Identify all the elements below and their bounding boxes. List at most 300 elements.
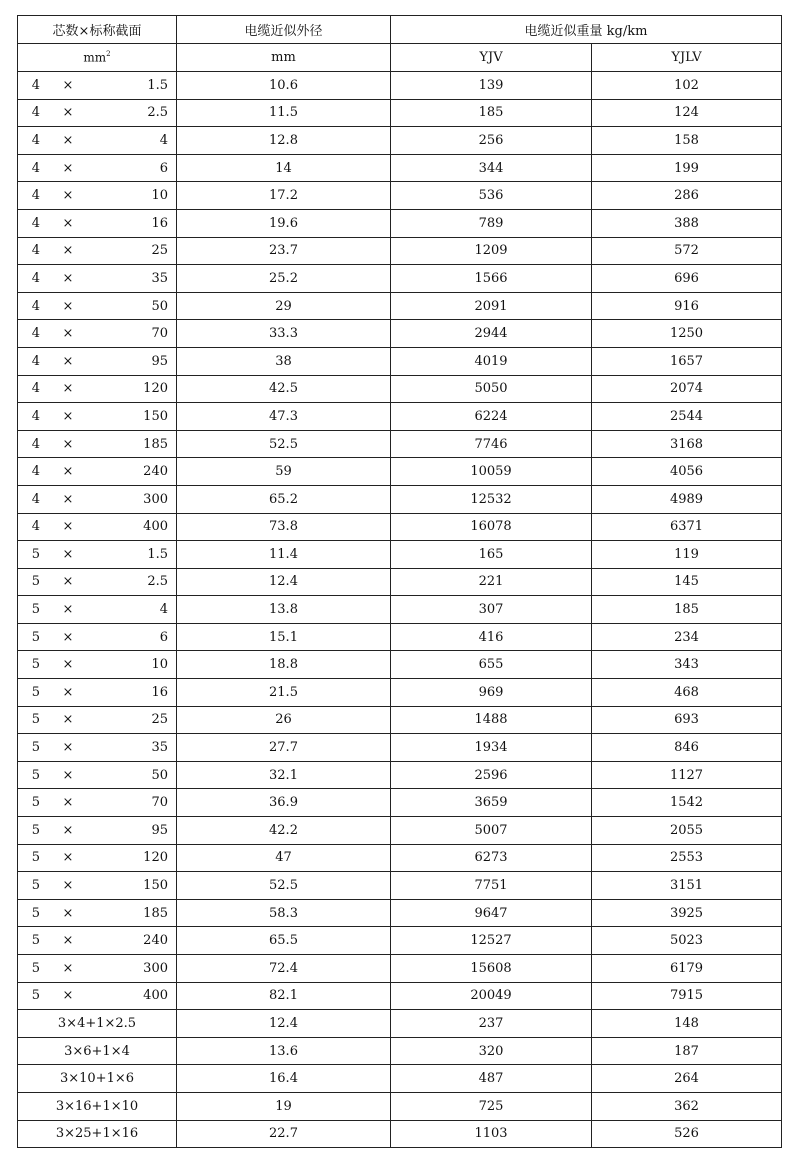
times-sign: × <box>62 491 74 507</box>
table-body <box>18 72 782 1148</box>
cell-outer-diameter: 42.5 <box>177 375 391 403</box>
cores-count: 4 <box>31 381 40 397</box>
cell-core-section <box>18 375 177 403</box>
cell-weight-yjv: 1566 <box>391 265 592 293</box>
cell-outer-diameter: 23.7 <box>177 237 391 265</box>
section-area: 240 <box>143 464 168 480</box>
cell-weight-yjlv: 693 <box>592 706 782 734</box>
core-section-spec <box>18 486 176 513</box>
times-sign: × <box>62 712 74 728</box>
times-sign: × <box>62 353 74 369</box>
times-sign: × <box>62 988 74 1004</box>
cell-weight-yjv: 1209 <box>391 237 592 265</box>
cell-outer-diameter: 18.8 <box>177 651 391 679</box>
core-section-spec <box>18 845 176 872</box>
section-area: 400 <box>143 519 168 535</box>
times-sign: × <box>62 740 74 756</box>
times-sign: × <box>62 657 74 673</box>
section-area: 35 <box>151 270 168 286</box>
cores-count: 5 <box>31 712 40 728</box>
cell-core-section <box>18 927 177 955</box>
core-section-spec <box>18 872 176 899</box>
cell-weight-yjv: 6224 <box>391 403 592 431</box>
section-area: 400 <box>143 988 168 1004</box>
cores-count: 4 <box>31 132 40 148</box>
core-section-spec <box>18 707 176 734</box>
times-sign: × <box>62 767 74 783</box>
section-area: 6 <box>159 160 168 176</box>
table-row <box>18 403 782 431</box>
times-sign: × <box>62 243 74 259</box>
cell-core-section <box>18 955 177 983</box>
table-row <box>18 458 782 486</box>
cell-core-section <box>18 651 177 679</box>
cell-outer-diameter: 19.6 <box>177 209 391 237</box>
header-yjv: YJV <box>391 44 592 72</box>
cell-weight-yjv: 969 <box>391 679 592 707</box>
cell-weight-yjlv: 2074 <box>592 375 782 403</box>
core-section-spec <box>18 127 176 154</box>
table-row <box>18 789 782 817</box>
cell-weight-yjv: 307 <box>391 596 592 624</box>
cell-weight-yjlv: 5023 <box>592 927 782 955</box>
cell-outer-diameter: 13.8 <box>177 596 391 624</box>
cell-weight-yjlv: 572 <box>592 237 782 265</box>
table-row <box>18 651 782 679</box>
cell-weight-yjv: 789 <box>391 209 592 237</box>
cell-core-section: 3×4+1×2.5 <box>18 1010 177 1038</box>
section-area: 10 <box>151 657 168 673</box>
core-section-spec <box>18 431 176 458</box>
table-row <box>18 982 782 1010</box>
cores-count: 5 <box>31 933 40 949</box>
cell-weight-yjv: 2596 <box>391 761 592 789</box>
table-row <box>18 623 782 651</box>
cell-weight-yjv: 536 <box>391 182 592 210</box>
times-sign: × <box>62 132 74 148</box>
core-section-spec <box>18 596 176 623</box>
core-section-spec <box>18 514 176 541</box>
cell-outer-diameter: 14 <box>177 154 391 182</box>
section-area: 35 <box>151 740 168 756</box>
section-area: 150 <box>143 878 168 894</box>
core-section-spec <box>18 458 176 485</box>
cell-outer-diameter: 52.5 <box>177 430 391 458</box>
cores-count: 4 <box>31 298 40 314</box>
section-area: 50 <box>151 298 168 314</box>
table-row <box>18 72 782 100</box>
times-sign: × <box>62 105 74 121</box>
cell-weight-yjlv: 234 <box>592 623 782 651</box>
section-area: 120 <box>143 381 168 397</box>
cell-core-section <box>18 320 177 348</box>
cell-core-section <box>18 982 177 1010</box>
core-section-spec <box>18 927 176 954</box>
table-row <box>18 761 782 789</box>
table-row <box>18 541 782 569</box>
table-row <box>18 375 782 403</box>
section-area: 300 <box>143 960 168 976</box>
cell-weight-yjv: 10059 <box>391 458 592 486</box>
cell-core-section <box>18 872 177 900</box>
cell-weight-yjv: 487 <box>391 1065 592 1093</box>
table-row <box>18 237 782 265</box>
table-row <box>18 899 782 927</box>
times-sign: × <box>62 215 74 231</box>
table-row <box>18 182 782 210</box>
cell-weight-yjlv: 124 <box>592 99 782 127</box>
cell-core-section <box>18 237 177 265</box>
cell-weight-yjv: 1103 <box>391 1120 592 1148</box>
section-area: 4 <box>159 602 168 618</box>
cell-weight-yjlv: 264 <box>592 1065 782 1093</box>
cell-weight-yjlv: 388 <box>592 209 782 237</box>
cell-weight-yjlv: 4056 <box>592 458 782 486</box>
cell-outer-diameter: 72.4 <box>177 955 391 983</box>
cell-weight-yjv: 2944 <box>391 320 592 348</box>
cores-count: 4 <box>31 215 40 231</box>
cell-weight-yjlv: 1657 <box>592 347 782 375</box>
core-section-spec <box>18 210 176 237</box>
cell-core-section <box>18 706 177 734</box>
cell-weight-yjv: 237 <box>391 1010 592 1038</box>
cell-core-section <box>18 347 177 375</box>
table-row <box>18 596 782 624</box>
cell-weight-yjlv: 468 <box>592 679 782 707</box>
cell-weight-yjlv: 6179 <box>592 955 782 983</box>
cell-weight-yjv: 416 <box>391 623 592 651</box>
section-area: 185 <box>143 436 168 452</box>
cell-core-section <box>18 403 177 431</box>
cell-weight-yjv: 2091 <box>391 292 592 320</box>
times-sign: × <box>62 160 74 176</box>
cell-core-section: 3×16+1×10 <box>18 1092 177 1120</box>
cell-core-section: 3×6+1×4 <box>18 1037 177 1065</box>
cell-core-section: 3×25+1×16 <box>18 1120 177 1148</box>
header-weight: 电缆近似重量 kg/km <box>391 16 782 44</box>
cell-weight-yjlv: 2055 <box>592 817 782 845</box>
cores-count: 5 <box>31 602 40 618</box>
cell-weight-yjlv: 4989 <box>592 485 782 513</box>
cores-count: 4 <box>31 353 40 369</box>
times-sign: × <box>62 960 74 976</box>
times-sign: × <box>62 602 74 618</box>
cores-count: 5 <box>31 850 40 866</box>
section-area: 2.5 <box>147 574 168 590</box>
cell-outer-diameter: 33.3 <box>177 320 391 348</box>
header-outer-diameter: 电缆近似外径 <box>177 16 391 44</box>
cell-weight-yjv: 185 <box>391 99 592 127</box>
cell-core-section <box>18 899 177 927</box>
core-section-spec <box>18 320 176 347</box>
core-section-spec <box>18 817 176 844</box>
cell-weight-yjlv: 696 <box>592 265 782 293</box>
cell-core-section <box>18 265 177 293</box>
cell-weight-yjv: 9647 <box>391 899 592 927</box>
cell-core-section <box>18 679 177 707</box>
cell-weight-yjv: 7751 <box>391 872 592 900</box>
cell-core-section <box>18 127 177 155</box>
times-sign: × <box>62 933 74 949</box>
core-section-spec <box>18 293 176 320</box>
section-area: 150 <box>143 408 168 424</box>
times-sign: × <box>62 905 74 921</box>
cell-core-section <box>18 761 177 789</box>
table-row <box>18 513 782 541</box>
section-area: 6 <box>159 629 168 645</box>
table-row <box>18 706 782 734</box>
times-sign: × <box>62 298 74 314</box>
cell-core-section <box>18 154 177 182</box>
table-row <box>18 1010 782 1038</box>
section-area: 95 <box>151 822 168 838</box>
times-sign: × <box>62 795 74 811</box>
table-row <box>18 1037 782 1065</box>
table-row <box>18 817 782 845</box>
section-area: 95 <box>151 353 168 369</box>
core-section-spec <box>18 679 176 706</box>
cell-weight-yjlv: 3151 <box>592 872 782 900</box>
cores-count: 4 <box>31 270 40 286</box>
cores-count: 5 <box>31 905 40 921</box>
core-section-spec <box>18 734 176 761</box>
section-area: 1.5 <box>147 77 168 93</box>
cell-outer-diameter: 12.8 <box>177 127 391 155</box>
table-row <box>18 99 782 127</box>
cell-weight-yjlv: 286 <box>592 182 782 210</box>
section-area: 300 <box>143 491 168 507</box>
section-area: 10 <box>151 188 168 204</box>
cell-core-section <box>18 596 177 624</box>
section-area: 240 <box>143 933 168 949</box>
table-row <box>18 485 782 513</box>
cores-count: 5 <box>31 988 40 1004</box>
cell-outer-diameter: 65.5 <box>177 927 391 955</box>
section-area: 2.5 <box>147 105 168 121</box>
cores-count: 5 <box>31 574 40 590</box>
cell-outer-diameter: 17.2 <box>177 182 391 210</box>
cores-count: 4 <box>31 243 40 259</box>
cell-weight-yjv: 12527 <box>391 927 592 955</box>
cores-count: 4 <box>31 408 40 424</box>
cores-count: 4 <box>31 105 40 121</box>
section-area: 25 <box>151 712 168 728</box>
cell-weight-yjlv: 1250 <box>592 320 782 348</box>
table-row <box>18 292 782 320</box>
section-area: 16 <box>151 684 168 700</box>
times-sign: × <box>62 574 74 590</box>
section-area: 185 <box>143 905 168 921</box>
cell-outer-diameter: 11.4 <box>177 541 391 569</box>
cell-outer-diameter: 32.1 <box>177 761 391 789</box>
cores-count: 4 <box>31 519 40 535</box>
section-area: 70 <box>151 326 168 342</box>
cell-outer-diameter: 22.7 <box>177 1120 391 1148</box>
cell-core-section <box>18 458 177 486</box>
table-row <box>18 1065 782 1093</box>
cell-weight-yjlv: 3168 <box>592 430 782 458</box>
section-area: 50 <box>151 767 168 783</box>
table-row <box>18 1092 782 1120</box>
cell-outer-diameter: 38 <box>177 347 391 375</box>
cell-weight-yjv: 725 <box>391 1092 592 1120</box>
cell-weight-yjv: 256 <box>391 127 592 155</box>
cell-outer-diameter: 11.5 <box>177 99 391 127</box>
table-row <box>18 872 782 900</box>
cell-outer-diameter: 10.6 <box>177 72 391 100</box>
cell-weight-yjlv: 2544 <box>592 403 782 431</box>
core-section-spec <box>18 789 176 816</box>
table-row <box>18 320 782 348</box>
header-core-section-unit <box>18 44 177 72</box>
cell-outer-diameter: 21.5 <box>177 679 391 707</box>
core-section-spec <box>18 541 176 568</box>
cell-outer-diameter: 25.2 <box>177 265 391 293</box>
table-row <box>18 430 782 458</box>
table-row <box>18 679 782 707</box>
times-sign: × <box>62 629 74 645</box>
cell-outer-diameter: 12.4 <box>177 1010 391 1038</box>
core-section-spec <box>18 900 176 927</box>
cell-core-section: 3×10+1×6 <box>18 1065 177 1093</box>
times-sign: × <box>62 381 74 397</box>
core-section-spec <box>18 155 176 182</box>
table-row <box>18 265 782 293</box>
cell-weight-yjv: 3659 <box>391 789 592 817</box>
cell-core-section <box>18 734 177 762</box>
cores-count: 4 <box>31 464 40 480</box>
header-core-section: 芯数×标称截面 <box>18 16 177 44</box>
cores-count: 5 <box>31 767 40 783</box>
cell-core-section <box>18 209 177 237</box>
section-area: 70 <box>151 795 168 811</box>
cell-core-section <box>18 182 177 210</box>
cell-core-section <box>18 485 177 513</box>
cores-count: 5 <box>31 822 40 838</box>
times-sign: × <box>62 188 74 204</box>
cell-weight-yjlv: 145 <box>592 568 782 596</box>
cell-weight-yjlv: 3925 <box>592 899 782 927</box>
cores-count: 5 <box>31 740 40 756</box>
cell-weight-yjlv: 1542 <box>592 789 782 817</box>
cell-outer-diameter: 36.9 <box>177 789 391 817</box>
core-section-spec <box>18 955 176 982</box>
table-row <box>18 955 782 983</box>
table-row <box>18 927 782 955</box>
cell-outer-diameter: 73.8 <box>177 513 391 541</box>
cell-weight-yjv: 1488 <box>391 706 592 734</box>
table-row <box>18 734 782 762</box>
times-sign: × <box>62 822 74 838</box>
times-sign: × <box>62 77 74 93</box>
table-row <box>18 127 782 155</box>
cell-weight-yjv: 165 <box>391 541 592 569</box>
cell-core-section <box>18 789 177 817</box>
cell-weight-yjv: 221 <box>391 568 592 596</box>
cell-outer-diameter: 82.1 <box>177 982 391 1010</box>
cell-core-section <box>18 623 177 651</box>
cell-weight-yjv: 16078 <box>391 513 592 541</box>
core-section-spec <box>18 762 176 789</box>
section-area: 120 <box>143 850 168 866</box>
table-row <box>18 154 782 182</box>
times-sign: × <box>62 326 74 342</box>
cell-weight-yjlv: 343 <box>592 651 782 679</box>
cell-weight-yjv: 6273 <box>391 844 592 872</box>
cell-outer-diameter: 19 <box>177 1092 391 1120</box>
core-section-spec <box>18 238 176 265</box>
cell-weight-yjv: 320 <box>391 1037 592 1065</box>
section-area: 4 <box>159 132 168 148</box>
cell-outer-diameter: 42.2 <box>177 817 391 845</box>
cores-count: 5 <box>31 684 40 700</box>
times-sign: × <box>62 850 74 866</box>
cores-count: 4 <box>31 436 40 452</box>
core-section-spec <box>18 376 176 403</box>
core-section-spec <box>18 182 176 209</box>
times-sign: × <box>62 464 74 480</box>
table-row <box>18 568 782 596</box>
cell-outer-diameter: 47 <box>177 844 391 872</box>
cores-count: 4 <box>31 160 40 176</box>
table-row <box>18 347 782 375</box>
unit-mm2: mm <box>83 50 107 65</box>
times-sign: × <box>62 878 74 894</box>
cell-weight-yjlv: 199 <box>592 154 782 182</box>
section-area: 25 <box>151 243 168 259</box>
cell-weight-yjlv: 362 <box>592 1092 782 1120</box>
table-row <box>18 844 782 872</box>
cell-weight-yjv: 5007 <box>391 817 592 845</box>
header-diameter-unit: mm <box>177 44 391 72</box>
cell-weight-yjlv: 916 <box>592 292 782 320</box>
cell-core-section <box>18 817 177 845</box>
cores-count: 5 <box>31 960 40 976</box>
cores-count: 5 <box>31 878 40 894</box>
cores-count: 5 <box>31 657 40 673</box>
cell-weight-yjv: 20049 <box>391 982 592 1010</box>
core-section-spec <box>18 651 176 678</box>
cell-weight-yjv: 15608 <box>391 955 592 983</box>
cell-weight-yjlv: 102 <box>592 72 782 100</box>
cell-weight-yjlv: 526 <box>592 1120 782 1148</box>
cell-weight-yjlv: 2553 <box>592 844 782 872</box>
table-row <box>18 209 782 237</box>
cell-weight-yjv: 12532 <box>391 485 592 513</box>
cell-weight-yjv: 5050 <box>391 375 592 403</box>
cell-weight-yjlv: 1127 <box>592 761 782 789</box>
cores-count: 4 <box>31 326 40 342</box>
cores-count: 5 <box>31 795 40 811</box>
unit-superscript: 2 <box>106 49 111 58</box>
cell-weight-yjlv: 148 <box>592 1010 782 1038</box>
cell-outer-diameter: 58.3 <box>177 899 391 927</box>
times-sign: × <box>62 408 74 424</box>
cell-outer-diameter: 26 <box>177 706 391 734</box>
cell-weight-yjlv: 185 <box>592 596 782 624</box>
cores-count: 4 <box>31 491 40 507</box>
cell-core-section <box>18 541 177 569</box>
cell-outer-diameter: 15.1 <box>177 623 391 651</box>
cell-outer-diameter: 59 <box>177 458 391 486</box>
cell-core-section <box>18 99 177 127</box>
core-section-spec <box>18 265 176 292</box>
cell-core-section <box>18 72 177 100</box>
core-section-spec <box>18 569 176 596</box>
cell-outer-diameter: 47.3 <box>177 403 391 431</box>
cell-core-section <box>18 844 177 872</box>
cell-outer-diameter: 13.6 <box>177 1037 391 1065</box>
